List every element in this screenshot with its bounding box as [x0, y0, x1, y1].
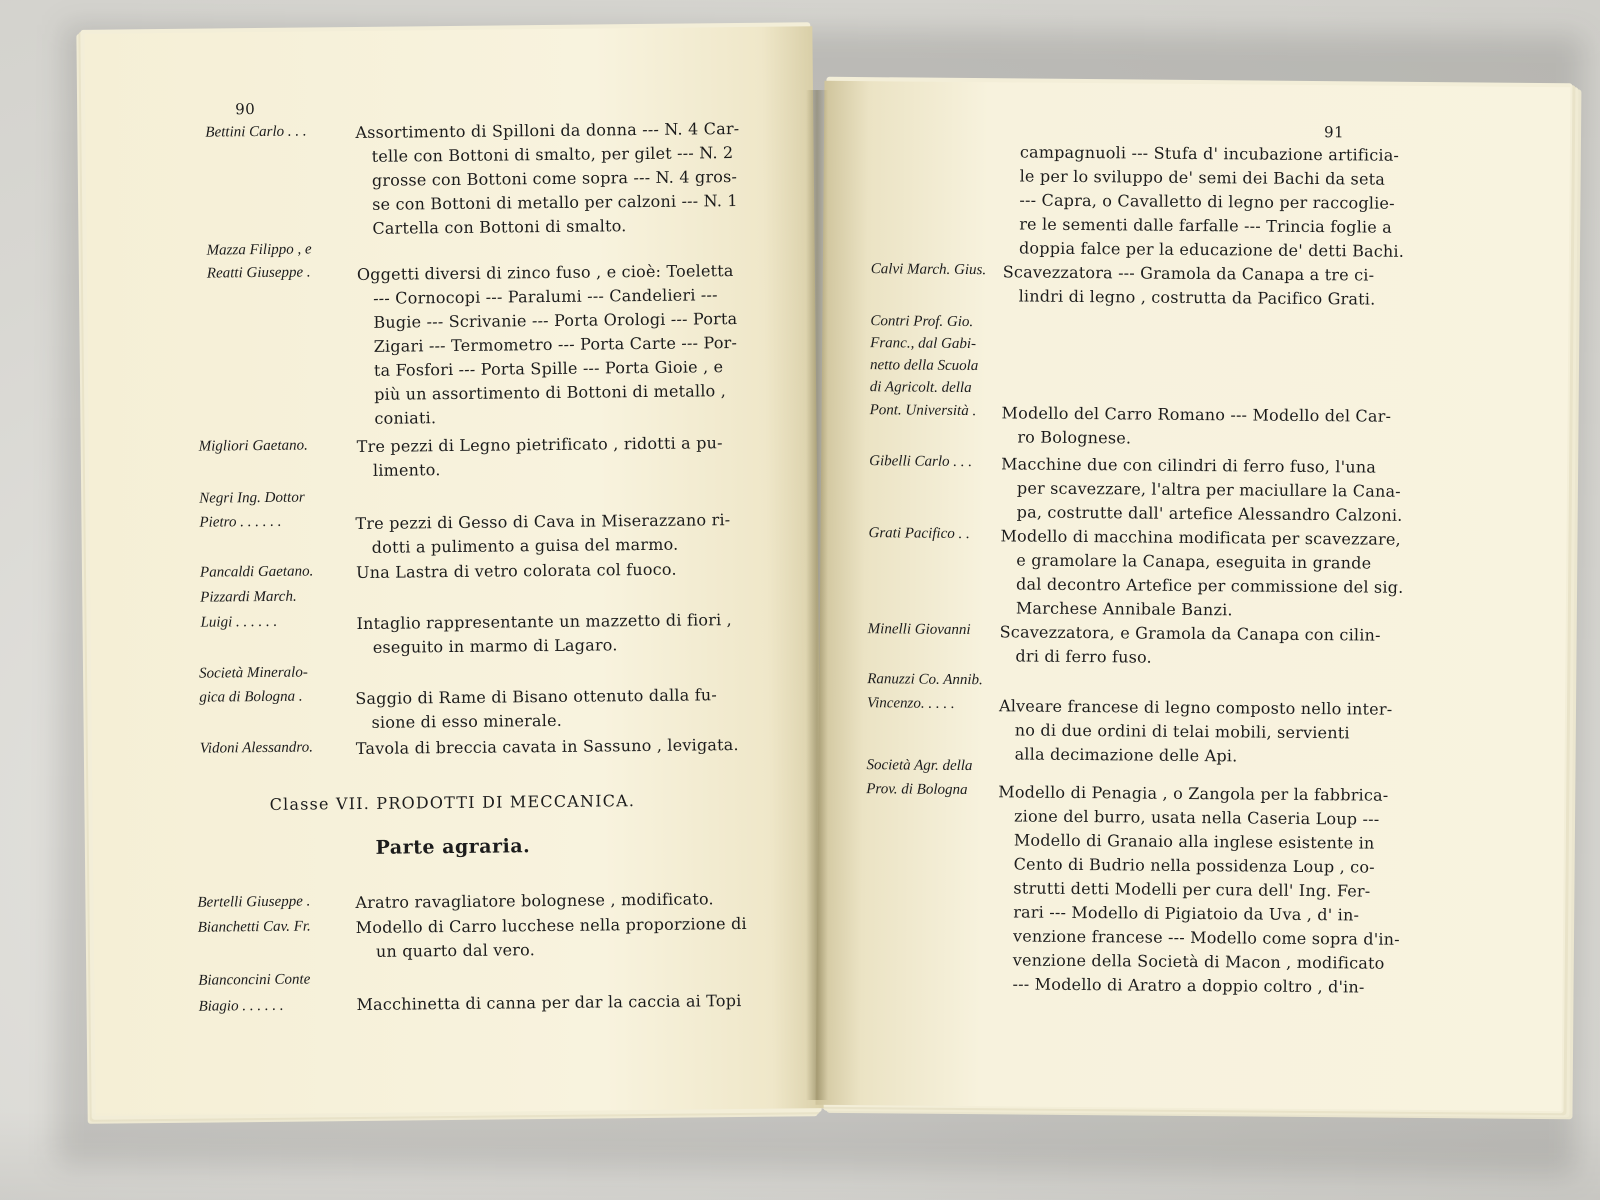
entry-name: Bettini Carlo . . .: [205, 123, 307, 141]
desc-line: coniati.: [374, 408, 437, 428]
entry-name: Società Mineralo-: [198, 664, 308, 682]
desc-line: Modello di Granaio alla inglese esistente in: [1013, 830, 1375, 853]
desc-line: Tre pezzi di Legno pietrificato , ridotti a pu-: [356, 433, 723, 457]
desc-line: Modello di macchina modificata per scavezzare,: [1000, 526, 1401, 549]
entry-description: [1003, 260, 1376, 311]
desc-line: pa, costrutte dall' artefice Alessandro Calzoni.: [1016, 502, 1403, 525]
desc-line: Scavezzatora --- Gramola da Canapa a tre ci-: [1002, 262, 1375, 285]
entry-description: [357, 431, 724, 483]
desc-line: --- Modello di Aratro a doppio coltro , d'in-: [1012, 974, 1365, 997]
entry-description: [999, 694, 1393, 769]
desc-line: lindri di legno , costrutta da Pacifico Grati.: [1018, 286, 1376, 309]
desc-line: --- Cornocopi --- Paralumi --- Candelieri ---: [373, 285, 718, 308]
desc-line: Aratro ravagliatore bolognese , modificato.: [355, 889, 714, 913]
desc-line: dri di ferro fuso.: [1015, 646, 1152, 667]
entry-name: Bianconcini Conte: [198, 971, 311, 989]
entry-description: [356, 733, 739, 761]
section-heading: Classe VII. PRODOTTI DI MECCANICA.: [269, 791, 636, 814]
entry-name: netto della Scuola: [869, 357, 979, 375]
desc-line: campagnuoli --- Stufa d' incubazione artificia-: [1019, 142, 1400, 165]
entry-name: Ranuzzi Co. Annib.: [867, 671, 983, 689]
desc-line: eseguito in marmo di Lagaro.: [372, 635, 618, 657]
entry-name: Luigi . . . . . .: [200, 613, 278, 631]
entry-name: Grati Pacifico . .: [868, 525, 970, 543]
entry-description: [357, 259, 739, 431]
desc-line: Cartella con Bottoni di smalto.: [372, 216, 627, 238]
entry-name: Prov. di Bologna: [866, 781, 968, 799]
entry-name: Mazza Filippo , e: [206, 241, 312, 259]
desc-line: Scavezzatora, e Gramola da Canapa con cilin-: [999, 622, 1381, 645]
desc-line: Intaglio rappresentante un mazzetto di fiori ,: [356, 610, 733, 634]
desc-line: --- Capra, o Cavalletto di legno per raccoglie-: [1019, 190, 1395, 213]
entry-description: [1001, 401, 1391, 452]
desc-line: Zigari --- Termometro --- Porta Carte --- Por-: [373, 333, 738, 356]
desc-line: Tre pezzi di Gesso di Cava in Miserazzano ri-: [355, 510, 731, 534]
desc-line: per scavezzare, l'altra per maciullare la Cana-: [1016, 478, 1401, 501]
desc-line: dal decontro Artefice per commissione del sig.: [1016, 574, 1404, 597]
entry-name: Vidoni Alessandro.: [199, 739, 313, 757]
entry-description: [355, 508, 730, 560]
desc-line: doppia falce per la educazione de' detti Bachi.: [1018, 238, 1405, 261]
desc-line: limento.: [372, 460, 441, 480]
desc-line: Una Lastra di vetro colorata col fuoco.: [355, 559, 677, 583]
entry-name: di Agricolt. della: [869, 379, 972, 397]
entry-description: [1000, 524, 1404, 624]
right-page: [816, 81, 1571, 1111]
desc-line: Macchinetta di canna per dar la caccia ai Topi: [356, 991, 742, 1015]
entry-name: Negri Ing. Dottor: [199, 489, 305, 507]
entry-name: gica di Bologna .: [199, 688, 303, 706]
desc-line: re le sementi dalle farfalle --- Trincia foglie a: [1019, 214, 1393, 237]
entry-name: Pizzardi March.: [200, 588, 297, 606]
entry-description: [996, 780, 1401, 1000]
desc-line: zione del burro, usata nella Caseria Loup ---: [1013, 806, 1380, 829]
desc-line: Modello di Penagia , o Zangola per la fabbrica-: [998, 782, 1389, 805]
desc-line: e gramolare la Canapa, eseguita in grande: [1016, 550, 1372, 573]
page-number-right: 91: [1323, 123, 1345, 142]
entry-name: Bertelli Giuseppe .: [197, 893, 311, 911]
desc-line: Saggio di Rame di Bisano ottenuto dalla fu-: [355, 685, 718, 709]
desc-line: no di due ordini di telai mobili, servienti: [1014, 720, 1350, 743]
desc-line: Alveare francese di legno composto nello inter-: [998, 696, 1393, 719]
entry-name: Reatti Giuseppe .: [206, 264, 311, 282]
left-page: [84, 26, 823, 1116]
entry-name: Società Agr. della: [866, 757, 973, 775]
entry-name: Bianchetti Cav. Fr.: [197, 918, 311, 936]
desc-line: ta Fosfori --- Porta Spille --- Porta Gioie , e: [373, 357, 724, 380]
entry-name: Calvi March. Gius.: [870, 261, 987, 279]
desc-line: Cento di Budrio nella possidenza Loup , co-: [1013, 854, 1375, 877]
entry-name: Migliori Gaetano.: [198, 437, 308, 455]
desc-line: telle con Bottoni di smalto, per gilet --- N. 2: [371, 143, 734, 166]
entry-description: [355, 117, 740, 241]
page-number-left: 90: [235, 100, 256, 119]
desc-line: Modello del Carro Romano --- Modello del Car-: [1001, 403, 1392, 426]
desc-line: più un assortimento di Bottoni di metallo ,: [374, 381, 727, 404]
entry-name: Pietro . . . . . .: [199, 513, 282, 531]
desc-line: le per lo sviluppo de' semi dei Bachi da seta: [1019, 166, 1386, 189]
desc-line: venzione francese --- Modello come sopra d'in-: [1012, 926, 1400, 949]
book-gutter: [806, 90, 828, 1100]
entry-description: [356, 989, 741, 1017]
entry-name: Pancaldi Gaetano.: [199, 563, 314, 581]
desc-line: Macchine due con cilindri di ferro fuso, l'una: [1001, 454, 1377, 477]
entry-name: Biagio . . . . . .: [198, 997, 284, 1015]
desc-line: Assortimento di Spilloni da donna --- N. 4 Car-: [355, 118, 740, 143]
entry-description: [1001, 452, 1403, 528]
entry-description: [355, 887, 714, 915]
desc-line: rari --- Modello di Pigiatoio da Uva , d' in-: [1013, 902, 1360, 925]
desc-line: un quarto dal vero.: [375, 940, 536, 961]
desc-line: grosse con Bottoni come sopra --- N. 4 gros-: [371, 167, 738, 190]
entry-name: Vincenzo. . . . .: [866, 695, 955, 712]
desc-line: Oggetti diversi di zinco fuso , e cioè: Toeletta: [356, 261, 734, 285]
desc-line: strutti detti Modelli per cura dell' Ing. Fer-: [1013, 878, 1371, 901]
continued-text: [1019, 140, 1405, 263]
desc-line: Bugie --- Scrivanie --- Porta Orologi --- Porta: [373, 309, 738, 332]
entry-description: [999, 620, 1380, 671]
entry-name: Franc., dal Gabi-: [870, 335, 977, 353]
desc-line: Marchese Annibale Banzi.: [1015, 598, 1233, 620]
entry-description: [356, 558, 677, 585]
entry-description: [356, 608, 732, 660]
entry-name: Pont. Università .: [869, 402, 977, 420]
entry-name: Minelli Giovanni: [867, 621, 971, 639]
desc-line: Modello di Carro lucchese nella proporzione di: [355, 913, 747, 938]
desc-line: Tavola di breccia cavata in Sassuno , levigata.: [355, 735, 739, 759]
entry-name: Contri Prof. Gio.: [870, 313, 974, 331]
desc-line: venzione della Società di Macon , modificato: [1012, 950, 1385, 973]
desc-line: se con Bottoni di metallo per calzoni --- N. 1: [372, 191, 738, 214]
desc-line: dotti a pulimento a guisa del marmo.: [371, 534, 679, 557]
section-subheading: Parte agraria.: [375, 835, 531, 859]
entry-name: Gibelli Carlo . . .: [869, 453, 973, 471]
desc-line: ro Bolognese.: [1017, 427, 1132, 448]
entry-description: [355, 683, 717, 735]
ambient-shadow: [0, 1110, 1600, 1200]
entry-description: [356, 912, 748, 964]
desc-line: alla decimazione delle Api.: [1014, 744, 1238, 766]
desc-line: sione di esso minerale.: [371, 710, 563, 732]
